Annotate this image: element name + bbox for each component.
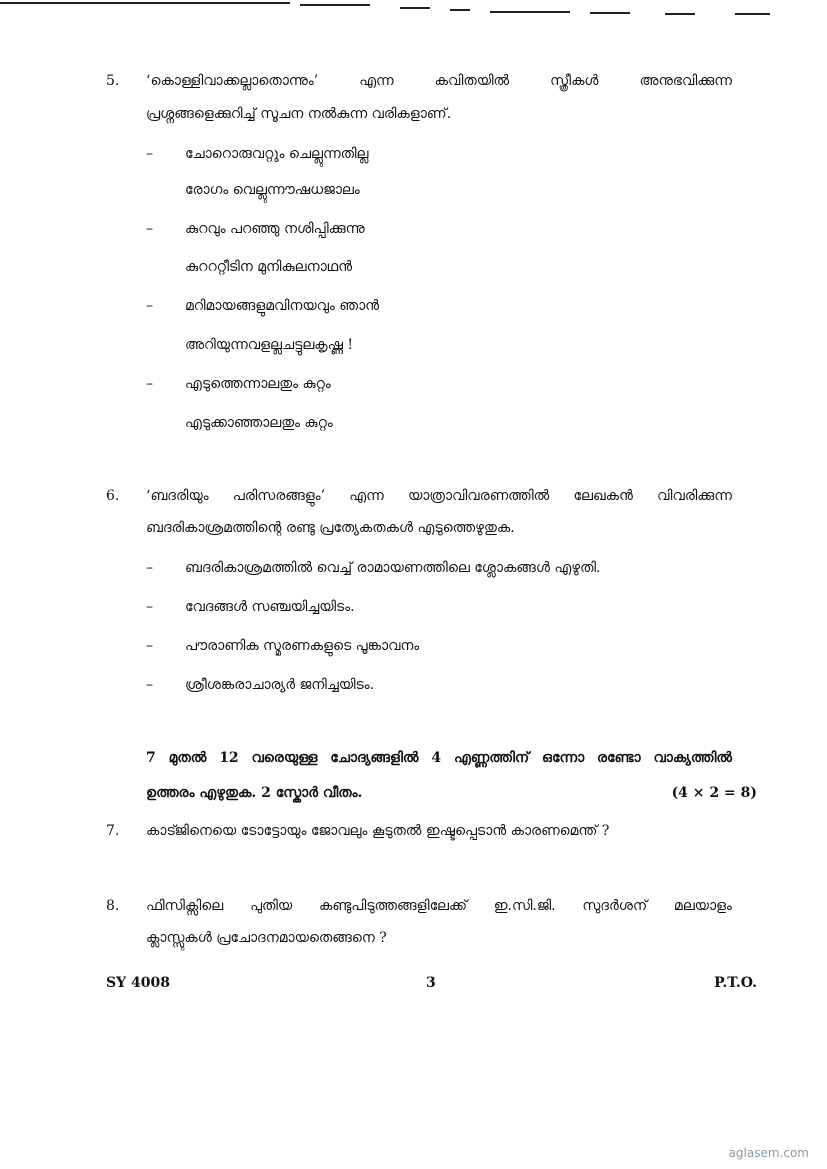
q6-option: വേദങ്ങൾ സഞ്ചയിച്ചയിടം. — [185, 599, 355, 615]
q6-option: ബദരികാശ്രമത്തിൽ വെച്ച് രാമായണത്തിലെ ശ്ലോകങ്ങൾ എഴുതി. — [185, 560, 601, 576]
paper-code: SY 4008 — [106, 975, 170, 991]
q6-dash: – — [146, 599, 153, 615]
question-5-line-2: പ്രശ്നങ്ങളെക്കുറിച്ച് സൂചന നൽകുന്ന വരികളാണ്. — [146, 106, 452, 122]
q5-verse-line: എടുത്തെന്നാലതും കുറ്റം — [185, 376, 331, 392]
q6-word: വിവരിക്കുന്ന — [657, 488, 732, 504]
instruction-word: ചോദ്യങ്ങളിൽ — [330, 750, 419, 766]
question-6-number: 6. — [106, 488, 120, 504]
q8-word: കണ്ടുപിടുത്തങ്ങളിലേക്ക് — [318, 898, 468, 914]
instruction-word: വാക്യത്തിൽ — [653, 750, 732, 766]
q6-option: പൗരാണിക സ്മരണകളുടെ പൂങ്കാവനം — [185, 638, 420, 654]
question-8-line-2: ക്ലാസ്സുകൾ പ്രചോദനമായതെങ്ങനെ ? — [146, 930, 387, 946]
q5-word: കവിതയിൽ — [434, 73, 510, 89]
q5-dash: – — [146, 221, 153, 237]
please-turn-over: P.T.O. — [714, 975, 757, 991]
watermark: aglasem.com — [728, 1146, 809, 1160]
q6-dash: – — [146, 638, 153, 654]
instruction-word: 12 — [219, 750, 239, 766]
page-number: 3 — [426, 975, 436, 991]
q5-word: സ്ത്രീകൾ — [550, 73, 599, 89]
question-8-number: 8. — [106, 898, 120, 914]
section-instruction-line-1 — [146, 750, 732, 766]
q5-verse-line: എടുക്കാഞ്ഞാലതും കുറ്റം — [185, 415, 333, 431]
q6-dash: – — [146, 677, 153, 693]
q5-dash: – — [146, 376, 153, 392]
q5-verse-line: മറിമായങ്ങളുമവിനയവും ഞാൻ — [185, 298, 380, 314]
question-5-number: 5. — [106, 73, 120, 89]
q6-option: ശ്രീശങ്കരാചാര്യർ ജനിച്ചയിടം. — [185, 677, 375, 693]
q6-dash: – — [146, 560, 153, 576]
question-6-line-1 — [146, 488, 732, 504]
question-7-number: 7. — [106, 823, 120, 839]
q8-word: ഫിസിക്സിലെ — [146, 898, 224, 914]
q6-word: ലേഖകൻ — [573, 488, 633, 504]
instruction-word: രണ്ടോ — [597, 750, 641, 766]
q5-verse-line: രോഗം വെല്ലുന്നൗഷധജാലം — [185, 182, 360, 198]
q8-word: പുതിയ — [250, 898, 293, 914]
q5-verse-line: കുറററ്റീടിന മുനികുലനാഥൻ — [185, 259, 353, 275]
q5-verse-line: അറിയുന്നവളല്ലചട്ടുലകൃഷ്ണ ! — [185, 337, 354, 353]
q6-word: പരിസരങ്ങളും’ — [232, 488, 326, 504]
q6-word: ‘ബദരിയും — [146, 488, 209, 504]
question-6-line-2: ബദരികാശ്രമത്തിന്റെ രണ്ടു പ്രത്യേകതകൾ എടുത്തെഴുതുക. — [146, 520, 515, 536]
instruction-word: 4 — [431, 750, 442, 766]
instruction-word: മുതൽ — [168, 750, 207, 766]
question-5-line-1 — [146, 73, 732, 89]
section-marks: (4 × 2 = 8) — [671, 785, 757, 801]
q5-dash: – — [146, 298, 153, 314]
question-8-line-1 — [146, 898, 732, 914]
q8-word: മലയാളം — [673, 898, 732, 914]
scan-edge-marks — [0, 0, 827, 20]
instruction-word: 7 — [146, 750, 156, 766]
q5-dash: – — [146, 146, 153, 162]
question-7-text: കാട്ജിനെയെ ടോട്ടോയും ജോവലും കൂടുതൽ ഇഷ്ടപ്പെടാൻ കാരണമെന്ത് ? — [146, 823, 610, 839]
q5-verse-line: കുറവും പറഞ്ഞു നശിപ്പിക്കുന്നു — [185, 221, 365, 237]
instruction-word: ഒന്നോ — [541, 750, 585, 766]
section-instruction-line-2: ഉത്തരം എഴുതുക. 2 സ്കോർ വീതം. — [146, 785, 363, 801]
q8-word: ഇ.സി.ജി. — [493, 898, 556, 914]
q5-word: അനുഭവിക്കുന്ന — [639, 73, 732, 89]
instruction-word: വരെയുള്ള — [251, 750, 318, 766]
q5-word: ‘കൊള്ളിവാക്കല്ലാതൊന്നും’ — [146, 73, 319, 89]
q6-word: യാത്രാവിവരണത്തിൽ — [407, 488, 550, 504]
q6-word: എന്ന — [349, 488, 384, 504]
instruction-word: എണ്ണത്തിന് — [453, 750, 530, 766]
q8-word: സുദർശന് — [582, 898, 648, 914]
q5-verse-line: ചോറൊരുവറ്റും ചെല്ലുന്നതില്ല — [185, 146, 369, 162]
q5-word: എന്ന — [359, 73, 394, 89]
